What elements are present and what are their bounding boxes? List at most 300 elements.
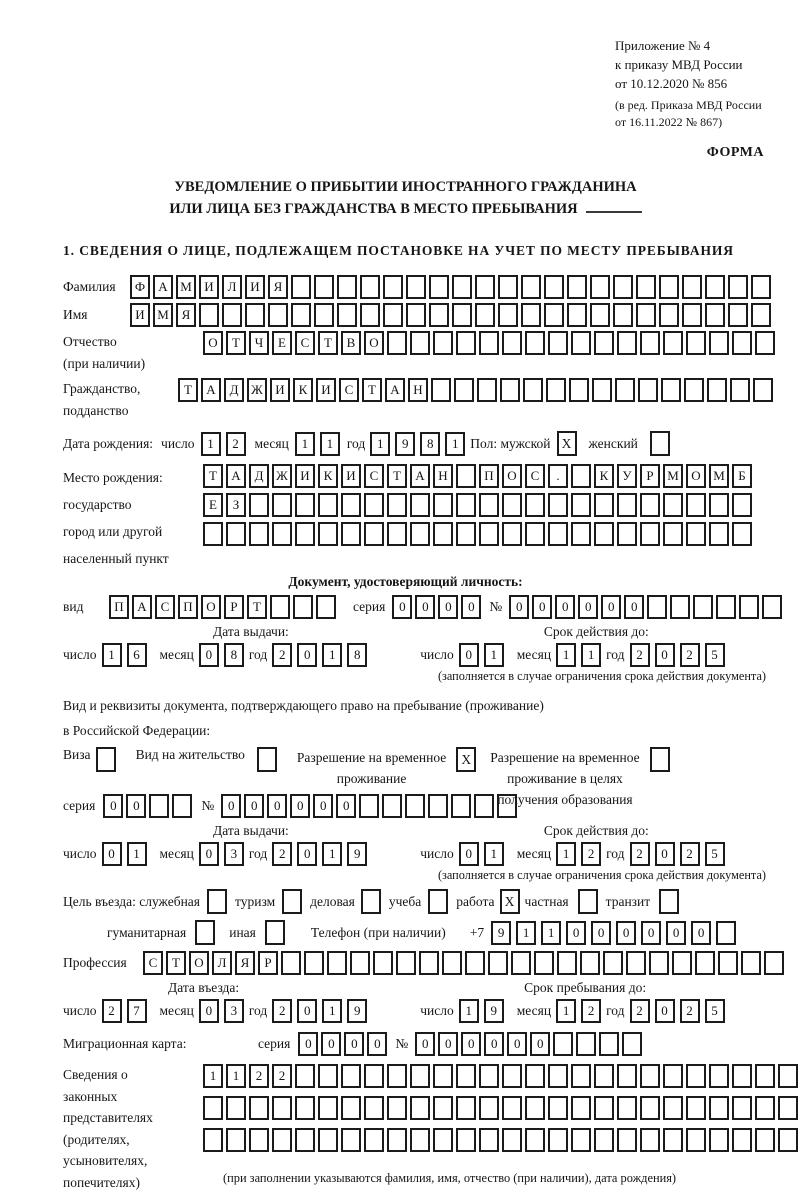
form-cell[interactable]: 0	[392, 595, 412, 619]
stay-issue-day-cells[interactable]	[102, 842, 152, 866]
form-cell[interactable]	[433, 1128, 453, 1152]
form-cell[interactable]	[433, 1096, 453, 1120]
form-cell[interactable]	[548, 331, 568, 355]
form-cell[interactable]: А	[201, 378, 221, 402]
purpose-business-checkbox[interactable]	[361, 889, 381, 914]
form-cell[interactable]	[456, 493, 476, 517]
form-cell[interactable]	[764, 951, 784, 975]
form-cell[interactable]	[626, 951, 646, 975]
form-cell[interactable]: 0	[367, 1032, 387, 1056]
form-cell[interactable]	[295, 522, 315, 546]
form-cell[interactable]	[544, 275, 564, 299]
form-cell[interactable]	[249, 522, 269, 546]
doc-valid-year-cells[interactable]	[630, 643, 730, 667]
form-cell[interactable]	[571, 1096, 591, 1120]
form-cell[interactable]	[663, 1128, 683, 1152]
form-cell[interactable]: .	[548, 464, 568, 488]
form-cell[interactable]	[433, 1064, 453, 1088]
stay-issue-month-cells[interactable]	[199, 842, 249, 866]
form-cell[interactable]: А	[226, 464, 246, 488]
form-cell[interactable]	[431, 378, 451, 402]
form-cell[interactable]: 0	[102, 842, 122, 866]
form-cell[interactable]: Т	[318, 331, 338, 355]
form-cell[interactable]	[571, 1064, 591, 1088]
form-cell[interactable]	[272, 493, 292, 517]
form-cell[interactable]	[617, 1064, 637, 1088]
form-cell[interactable]	[594, 1128, 614, 1152]
citizenship-cells[interactable]	[178, 378, 776, 402]
form-cell[interactable]: О	[502, 464, 522, 488]
form-cell[interactable]: 9	[347, 999, 367, 1023]
form-cell[interactable]	[716, 595, 736, 619]
form-cell[interactable]: 1	[203, 1064, 223, 1088]
form-cell[interactable]: Л	[222, 275, 242, 299]
form-cell[interactable]: С	[525, 464, 545, 488]
form-cell[interactable]	[405, 794, 425, 818]
form-cell[interactable]	[525, 1096, 545, 1120]
form-cell[interactable]	[525, 1128, 545, 1152]
form-cell[interactable]: 1	[581, 643, 601, 667]
form-cell[interactable]: 1	[556, 643, 576, 667]
form-cell[interactable]: 0	[199, 643, 219, 667]
edu-residence-checkbox[interactable]	[650, 747, 670, 772]
form-cell[interactable]	[497, 794, 517, 818]
form-cell[interactable]	[659, 303, 679, 327]
entry-day-cells[interactable]	[102, 999, 152, 1023]
form-cell[interactable]	[502, 1128, 522, 1152]
form-cell[interactable]: 1	[320, 432, 340, 456]
form-cell[interactable]	[548, 1128, 568, 1152]
form-cell[interactable]	[615, 378, 635, 402]
form-cell[interactable]: П	[178, 595, 198, 619]
form-cell[interactable]: Т	[178, 378, 198, 402]
form-cell[interactable]	[640, 493, 660, 517]
form-cell[interactable]: 0	[415, 1032, 435, 1056]
form-cell[interactable]: 9	[347, 842, 367, 866]
form-cell[interactable]: А	[132, 595, 152, 619]
form-cell[interactable]: Д	[224, 378, 244, 402]
form-cell[interactable]	[695, 951, 715, 975]
form-cell[interactable]: 0	[655, 643, 675, 667]
form-cell[interactable]	[732, 1128, 752, 1152]
stay-until-month-cells[interactable]	[556, 999, 606, 1023]
form-cell[interactable]: 2	[581, 842, 601, 866]
form-cell[interactable]: 0	[566, 921, 586, 945]
form-cell[interactable]	[360, 303, 380, 327]
purpose-private-checkbox[interactable]	[578, 889, 598, 914]
form-cell[interactable]: П	[479, 464, 499, 488]
form-cell[interactable]	[592, 378, 612, 402]
migration-number-cells[interactable]	[415, 1032, 645, 1056]
form-cell[interactable]	[613, 275, 633, 299]
form-cell[interactable]: 3	[224, 999, 244, 1023]
form-cell[interactable]	[594, 1064, 614, 1088]
form-cell[interactable]	[557, 951, 577, 975]
form-cell[interactable]: 0	[126, 794, 146, 818]
form-cell[interactable]: 0	[578, 595, 598, 619]
form-cell[interactable]: 0	[509, 595, 529, 619]
form-cell[interactable]	[732, 1096, 752, 1120]
form-cell[interactable]	[709, 522, 729, 546]
purpose-other-checkbox[interactable]	[265, 920, 285, 945]
form-cell[interactable]	[525, 331, 545, 355]
form-cell[interactable]	[647, 595, 667, 619]
form-cell[interactable]	[293, 595, 313, 619]
form-cell[interactable]	[364, 1064, 384, 1088]
form-cell[interactable]: О	[201, 595, 221, 619]
form-cell[interactable]	[590, 275, 610, 299]
form-cell[interactable]: А	[385, 378, 405, 402]
form-cell[interactable]: 0	[591, 921, 611, 945]
form-cell[interactable]	[272, 522, 292, 546]
form-cell[interactable]	[709, 331, 729, 355]
form-cell[interactable]	[502, 331, 522, 355]
entry-month-cells[interactable]	[199, 999, 249, 1023]
form-cell[interactable]	[709, 1096, 729, 1120]
doc-issue-day-cells[interactable]	[102, 643, 152, 667]
form-cell[interactable]: О	[189, 951, 209, 975]
form-cell[interactable]: 2	[680, 842, 700, 866]
form-cell[interactable]: 0	[438, 595, 458, 619]
form-cell[interactable]	[571, 493, 591, 517]
form-cell[interactable]	[553, 1032, 573, 1056]
form-cell[interactable]	[548, 1096, 568, 1120]
form-cell[interactable]: 2	[630, 842, 650, 866]
temp-residence-checkbox[interactable]: X	[456, 747, 476, 772]
form-cell[interactable]	[318, 1096, 338, 1120]
purpose-study-checkbox[interactable]	[428, 889, 448, 914]
form-cell[interactable]: И	[295, 464, 315, 488]
form-cell[interactable]: А	[410, 464, 430, 488]
doc-kind-cells[interactable]	[109, 595, 339, 619]
form-cell[interactable]	[755, 1128, 775, 1152]
form-cell[interactable]	[728, 275, 748, 299]
form-cell[interactable]	[521, 303, 541, 327]
form-cell[interactable]	[599, 1032, 619, 1056]
form-cell[interactable]	[387, 1064, 407, 1088]
form-cell[interactable]: И	[270, 378, 290, 402]
form-cell[interactable]: В	[341, 331, 361, 355]
form-cell[interactable]: 2	[102, 999, 122, 1023]
form-cell[interactable]	[456, 1128, 476, 1152]
form-cell[interactable]	[571, 464, 591, 488]
form-cell[interactable]	[751, 275, 771, 299]
form-cell[interactable]	[709, 1128, 729, 1152]
form-cell[interactable]	[410, 1096, 430, 1120]
form-cell[interactable]: О	[364, 331, 384, 355]
form-cell[interactable]: 2	[680, 999, 700, 1023]
form-cell[interactable]: 3	[224, 842, 244, 866]
form-cell[interactable]	[705, 303, 725, 327]
form-cell[interactable]	[387, 331, 407, 355]
form-cell[interactable]	[479, 1096, 499, 1120]
form-cell[interactable]: 1	[322, 842, 342, 866]
form-cell[interactable]	[410, 493, 430, 517]
form-cell[interactable]	[571, 1128, 591, 1152]
doc-valid-month-cells[interactable]	[556, 643, 606, 667]
form-cell[interactable]: 0	[313, 794, 333, 818]
form-cell[interactable]	[640, 331, 660, 355]
form-cell[interactable]	[502, 1096, 522, 1120]
given-name-cells[interactable]	[130, 303, 774, 327]
form-cell[interactable]: 2	[680, 643, 700, 667]
form-cell[interactable]	[571, 522, 591, 546]
form-cell[interactable]: Р	[224, 595, 244, 619]
form-cell[interactable]: 0	[666, 921, 686, 945]
form-cell[interactable]	[410, 522, 430, 546]
form-cell[interactable]	[682, 275, 702, 299]
form-cell[interactable]	[479, 331, 499, 355]
form-cell[interactable]: 0	[103, 794, 123, 818]
form-cell[interactable]: 2	[249, 1064, 269, 1088]
form-cell[interactable]	[474, 794, 494, 818]
form-cell[interactable]	[638, 378, 658, 402]
form-cell[interactable]	[382, 794, 402, 818]
form-cell[interactable]	[741, 951, 761, 975]
form-cell[interactable]	[268, 303, 288, 327]
form-cell[interactable]: 6	[127, 643, 147, 667]
form-cell[interactable]: 2	[581, 999, 601, 1023]
form-cell[interactable]	[249, 1128, 269, 1152]
form-cell[interactable]	[622, 1032, 642, 1056]
form-cell[interactable]	[693, 595, 713, 619]
form-cell[interactable]: 0	[321, 1032, 341, 1056]
form-cell[interactable]	[594, 522, 614, 546]
form-cell[interactable]	[373, 951, 393, 975]
form-cell[interactable]: 0	[297, 643, 317, 667]
form-cell[interactable]: 0	[298, 1032, 318, 1056]
stay-valid-year-cells[interactable]	[630, 842, 730, 866]
form-cell[interactable]	[387, 493, 407, 517]
form-cell[interactable]: 0	[221, 794, 241, 818]
phone-cells[interactable]	[491, 921, 741, 945]
form-cell[interactable]	[709, 493, 729, 517]
form-cell[interactable]	[755, 331, 775, 355]
doc-number-cells[interactable]	[509, 595, 785, 619]
form-cell[interactable]	[686, 1096, 706, 1120]
form-cell[interactable]	[778, 1064, 798, 1088]
form-cell[interactable]	[291, 303, 311, 327]
form-cell[interactable]	[318, 1064, 338, 1088]
migration-series-cells[interactable]	[298, 1032, 390, 1056]
form-cell[interactable]: Я	[235, 951, 255, 975]
form-cell[interactable]	[548, 1064, 568, 1088]
form-cell[interactable]: 1	[445, 432, 465, 456]
form-cell[interactable]: Б	[732, 464, 752, 488]
form-cell[interactable]	[617, 1096, 637, 1120]
form-cell[interactable]	[203, 1096, 223, 1120]
form-cell[interactable]	[454, 378, 474, 402]
form-cell[interactable]	[640, 1128, 660, 1152]
form-cell[interactable]: 1	[370, 432, 390, 456]
form-cell[interactable]	[318, 493, 338, 517]
form-cell[interactable]	[705, 275, 725, 299]
form-cell[interactable]: 0	[624, 595, 644, 619]
form-cell[interactable]: К	[594, 464, 614, 488]
stay-series-cells[interactable]	[103, 794, 195, 818]
form-cell[interactable]: И	[130, 303, 150, 327]
form-cell[interactable]: С	[143, 951, 163, 975]
visa-checkbox[interactable]	[96, 747, 116, 772]
form-cell[interactable]	[709, 1064, 729, 1088]
form-cell[interactable]	[479, 1128, 499, 1152]
form-cell[interactable]	[567, 275, 587, 299]
form-cell[interactable]	[686, 493, 706, 517]
form-cell[interactable]	[603, 951, 623, 975]
purpose-official-checkbox[interactable]	[207, 889, 227, 914]
form-cell[interactable]: 1	[226, 1064, 246, 1088]
form-cell[interactable]	[548, 493, 568, 517]
form-cell[interactable]	[341, 493, 361, 517]
form-cell[interactable]: Т	[166, 951, 186, 975]
form-cell[interactable]	[291, 275, 311, 299]
purpose-work-checkbox[interactable]: X	[500, 889, 520, 914]
form-cell[interactable]	[730, 378, 750, 402]
form-cell[interactable]	[316, 595, 336, 619]
form-cell[interactable]	[594, 493, 614, 517]
form-cell[interactable]	[406, 275, 426, 299]
form-cell[interactable]	[479, 493, 499, 517]
form-cell[interactable]	[479, 522, 499, 546]
form-cell[interactable]: Я	[268, 275, 288, 299]
form-cell[interactable]: 0	[532, 595, 552, 619]
form-cell[interactable]: 2	[272, 999, 292, 1023]
form-cell[interactable]	[686, 1064, 706, 1088]
form-cell[interactable]: К	[293, 378, 313, 402]
form-cell[interactable]	[502, 522, 522, 546]
form-cell[interactable]: З	[226, 493, 246, 517]
form-cell[interactable]	[663, 331, 683, 355]
form-cell[interactable]	[732, 493, 752, 517]
form-cell[interactable]: 1	[484, 643, 504, 667]
form-cell[interactable]	[149, 794, 169, 818]
form-cell[interactable]	[636, 303, 656, 327]
form-cell[interactable]	[456, 331, 476, 355]
form-cell[interactable]: Т	[203, 464, 223, 488]
purpose-transit-checkbox[interactable]	[659, 889, 679, 914]
form-cell[interactable]	[751, 303, 771, 327]
form-cell[interactable]: С	[364, 464, 384, 488]
form-cell[interactable]: О	[203, 331, 223, 355]
form-cell[interactable]	[406, 303, 426, 327]
form-cell[interactable]: 0	[297, 842, 317, 866]
residence-permit-checkbox[interactable]	[257, 747, 277, 772]
form-cell[interactable]: 8	[420, 432, 440, 456]
form-cell[interactable]: 0	[336, 794, 356, 818]
form-cell[interactable]: 0	[459, 643, 479, 667]
entry-year-cells[interactable]	[272, 999, 372, 1023]
birth-day-cells[interactable]	[201, 432, 251, 456]
representatives-row2-cells[interactable]	[203, 1096, 801, 1120]
birth-place-row2-cells[interactable]	[203, 493, 755, 517]
form-cell[interactable]	[571, 331, 591, 355]
form-cell[interactable]: 2	[272, 643, 292, 667]
form-cell[interactable]	[387, 1128, 407, 1152]
form-cell[interactable]	[475, 275, 495, 299]
patronymic-cells[interactable]	[203, 331, 778, 355]
form-cell[interactable]: 0	[267, 794, 287, 818]
form-cell[interactable]	[341, 1064, 361, 1088]
form-cell[interactable]: 0	[244, 794, 264, 818]
form-cell[interactable]	[661, 378, 681, 402]
form-cell[interactable]: 0	[459, 842, 479, 866]
form-cell[interactable]: А	[153, 275, 173, 299]
form-cell[interactable]	[451, 794, 471, 818]
form-cell[interactable]	[718, 951, 738, 975]
form-cell[interactable]	[617, 331, 637, 355]
form-cell[interactable]	[525, 493, 545, 517]
form-cell[interactable]: 0	[691, 921, 711, 945]
form-cell[interactable]: Н	[408, 378, 428, 402]
form-cell[interactable]: 5	[705, 643, 725, 667]
form-cell[interactable]	[452, 303, 472, 327]
form-cell[interactable]	[686, 522, 706, 546]
form-cell[interactable]: 5	[705, 999, 725, 1023]
form-cell[interactable]	[226, 1096, 246, 1120]
form-cell[interactable]	[172, 794, 192, 818]
form-cell[interactable]	[753, 378, 773, 402]
form-cell[interactable]	[337, 303, 357, 327]
form-cell[interactable]	[523, 378, 543, 402]
form-cell[interactable]: Д	[249, 464, 269, 488]
form-cell[interactable]	[640, 1064, 660, 1088]
form-cell[interactable]	[500, 378, 520, 402]
form-cell[interactable]	[594, 331, 614, 355]
form-cell[interactable]: 0	[641, 921, 661, 945]
form-cell[interactable]	[341, 522, 361, 546]
form-cell[interactable]	[245, 303, 265, 327]
form-cell[interactable]	[249, 493, 269, 517]
form-cell[interactable]	[387, 522, 407, 546]
form-cell[interactable]: 2	[272, 1064, 292, 1088]
form-cell[interactable]	[410, 1128, 430, 1152]
form-cell[interactable]	[452, 275, 472, 299]
form-cell[interactable]: П	[109, 595, 129, 619]
form-cell[interactable]	[755, 1064, 775, 1088]
form-cell[interactable]: 0	[344, 1032, 364, 1056]
form-cell[interactable]	[732, 331, 752, 355]
form-cell[interactable]	[327, 951, 347, 975]
form-cell[interactable]	[716, 921, 736, 945]
form-cell[interactable]	[755, 1096, 775, 1120]
form-cell[interactable]: Р	[640, 464, 660, 488]
form-cell[interactable]: Т	[247, 595, 267, 619]
form-cell[interactable]: Т	[226, 331, 246, 355]
form-cell[interactable]: 0	[530, 1032, 550, 1056]
form-cell[interactable]	[521, 275, 541, 299]
form-cell[interactable]: 1	[201, 432, 221, 456]
form-cell[interactable]: Я	[176, 303, 196, 327]
form-cell[interactable]: 8	[347, 643, 367, 667]
form-cell[interactable]: 8	[224, 643, 244, 667]
form-cell[interactable]	[318, 1128, 338, 1152]
form-cell[interactable]: Е	[272, 331, 292, 355]
form-cell[interactable]	[337, 275, 357, 299]
form-cell[interactable]	[433, 331, 453, 355]
form-cell[interactable]: 0	[655, 999, 675, 1023]
form-cell[interactable]	[682, 303, 702, 327]
form-cell[interactable]: Ч	[249, 331, 269, 355]
form-cell[interactable]: Т	[387, 464, 407, 488]
form-cell[interactable]: 1	[322, 999, 342, 1023]
form-cell[interactable]	[732, 522, 752, 546]
form-cell[interactable]	[548, 522, 568, 546]
form-cell[interactable]	[778, 1096, 798, 1120]
form-cell[interactable]	[546, 378, 566, 402]
form-cell[interactable]	[364, 1128, 384, 1152]
form-cell[interactable]	[295, 1096, 315, 1120]
form-cell[interactable]: 0	[555, 595, 575, 619]
